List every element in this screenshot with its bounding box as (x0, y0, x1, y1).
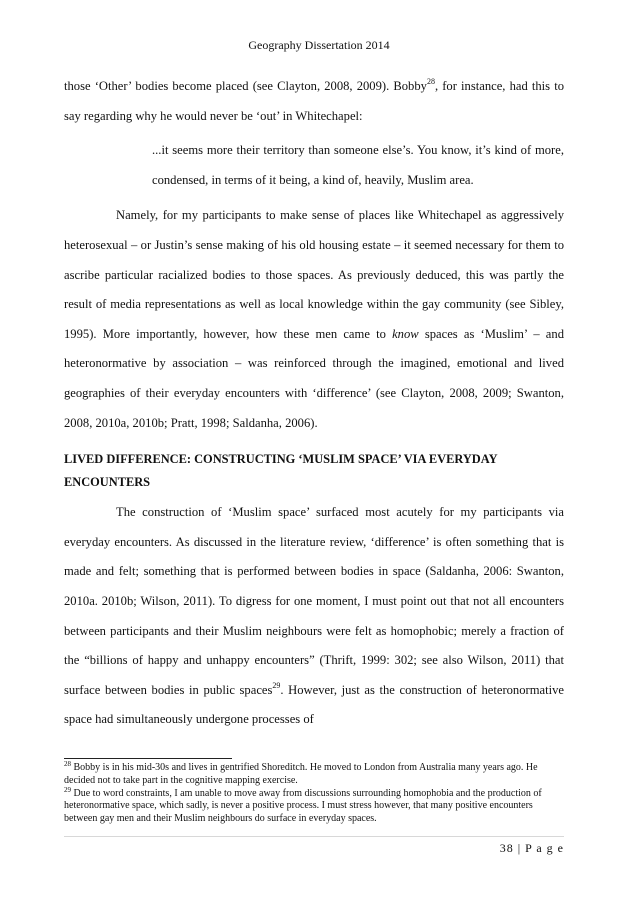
footnote-text: Due to word constraints, I am unable to move away from discussions surrounding homophobia and the production of heteronormative space, which sadly, is never a positive process. I must stress however, that many positive encounters between gay men and their Muslim neighbours do surface in everyday spaces. (64, 787, 542, 825)
block-quote: ...it seems more their territory than someone else’s. You know, it’s kind of more, condensed, in terms of it being, a kind of, heavily, Muslim area. (152, 143, 564, 187)
footnote-number: 29 (64, 785, 71, 794)
section-heading-line-1: LIVED DIFFERENCE: CONSTRUCTING ‘MUSLIM SPACE’ VIA EVERYDAY (64, 452, 498, 467)
paragraph-text: those ‘Other’ bodies become placed (see Clayton, 2008, 2009). Bobby (64, 79, 427, 93)
paragraph (64, 72, 564, 131)
paragraph (64, 498, 564, 735)
paragraph-text: Namely, for my participants to make sense of places like Whitechapel as aggressively heterosexual – or Justin’s sense making of his old housing estate – it seemed necessary for them to ascribe particular racialized bodies to those spaces. As previously deduced, this was partly the result of media representations as well as local knowledge within the gay community (see Sibley, 1995). More importantly, however, how these men came to (64, 208, 564, 341)
section-heading-line-2: ENCOUNTERS (64, 475, 151, 490)
paragraph-text: spaces as ‘Muslim’ – and heteronormative by association – was reinforced through the imagined, emotional and lived geographies of their everyday encounters with ‘difference’ (see Clayton, 2008, 2009; Swanton, 2008, 2010a, 2010b; Pratt, 1998; Saldanha, 2006). (64, 326, 564, 430)
paragraph-text: The construction of ‘Muslim space’ surfaced most acutely for my participants via everyday encounters. As discussed in the literature review, ‘difference’ is often something that is made and felt; something that is performed between bodies in space (Saldanha, 2006: Swanton, 2010a. 2010b; Wilson, 2011). To digress for one moment, I must point out that not all encounters between participants and their Muslim neighbours were felt as homophobic; merely a fraction of the “billions of happy and unhappy encounters” (Thrift, 1999: 302; see also Wilson, 2011) that surface between bodies in public spaces (64, 505, 564, 697)
body-text (64, 72, 564, 735)
footnote-29 (64, 785, 564, 826)
footer-divider (64, 836, 564, 837)
footnote-text: Bobby is in his mid-30s and lives in gentrified Shoreditch. He moved to London from Australia many years ago. He decided not to take part in the cognitive mapping exercise. (64, 762, 538, 786)
footnote-divider (64, 758, 232, 759)
paragraph-text: , for instance, had this to say regarding why he would never be ‘out’ in Whitechapel: (64, 79, 564, 123)
running-header: Geography Dissertation 2014 (248, 38, 390, 52)
footnote-28 (64, 762, 564, 788)
section-heading (64, 448, 564, 494)
page-number: 38 | P a g e (499, 841, 564, 855)
footnotes (64, 762, 564, 826)
paragraph-text: . However, just as the construction of heteronormative space had simultaneously undergone processes of (64, 682, 564, 727)
footnote-ref-28: 28 (426, 77, 435, 86)
paragraph (64, 201, 564, 438)
emphasis-text: know (392, 326, 419, 341)
footnote-ref-29: 29 (272, 680, 281, 690)
footnote-number: 28 (64, 760, 71, 768)
